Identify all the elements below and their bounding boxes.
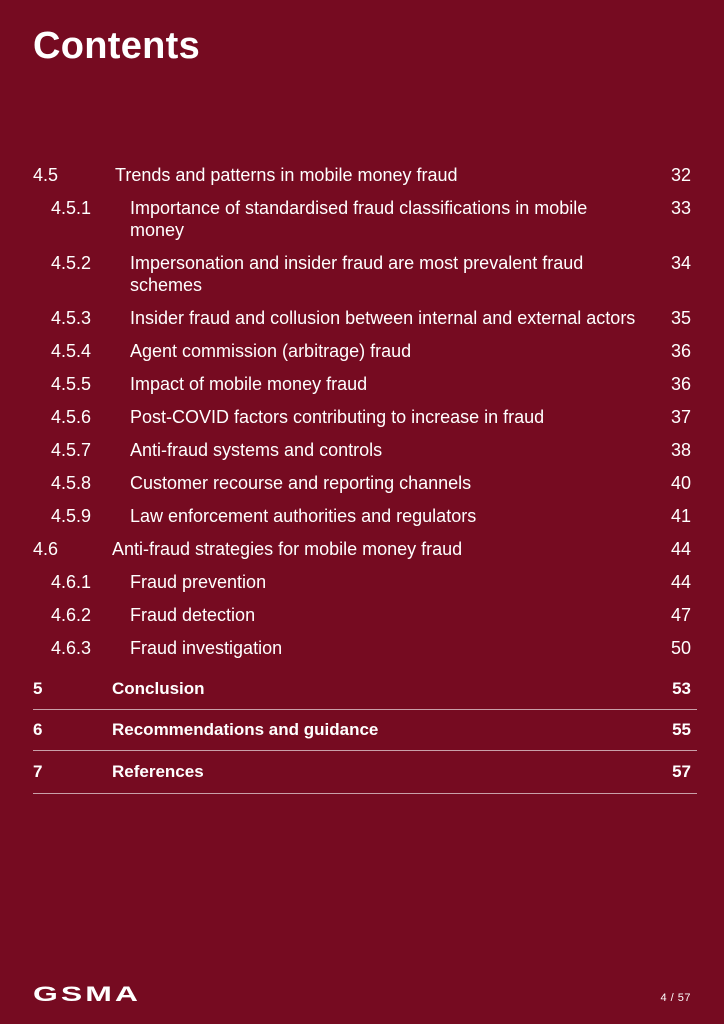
toc-entry-number: 4.6.1 xyxy=(51,572,92,592)
gsma-logo xyxy=(33,984,143,1004)
toc-entry-number: 4.5.4 xyxy=(51,341,92,361)
toc-entry-page: 47 xyxy=(670,605,691,625)
toc-entry-label: Fraud detection xyxy=(130,605,256,625)
toc-entry-label: Impact of mobile money fraud xyxy=(130,374,368,394)
table-of-contents xyxy=(33,164,697,794)
toc-entry-number: 4.5.1 xyxy=(51,198,92,218)
toc-entry-page: 32 xyxy=(670,165,691,185)
toc-entry-page: 41 xyxy=(670,506,691,526)
toc-entry-4-5[interactable] xyxy=(33,164,697,186)
toc-entry-label: Insider fraud and collusion between internal and external actors xyxy=(130,308,636,328)
toc-entry-label: Trends and patterns in mobile money fraud xyxy=(115,165,458,185)
toc-entry-4-5-5[interactable] xyxy=(33,373,697,395)
toc-entry-number: 4.5.2 xyxy=(51,253,92,273)
toc-entry-number: 6 xyxy=(33,720,43,739)
toc-entry-number: 4.5.8 xyxy=(51,473,92,493)
toc-entry-label: Post-COVID factors contributing to increase in fraud xyxy=(130,407,545,427)
toc-entry-label: Fraud investigation xyxy=(130,638,283,658)
toc-entry-7[interactable] xyxy=(33,761,697,794)
toc-entry-page: 34 xyxy=(670,253,691,273)
toc-entry-page: 55 xyxy=(672,720,691,739)
toc-entry-page: 33 xyxy=(670,198,691,218)
toc-entry-page: 50 xyxy=(670,638,691,658)
toc-entry-number: 4.5.7 xyxy=(51,440,92,460)
toc-entry-6[interactable] xyxy=(33,719,697,751)
toc-entry-4-6-3[interactable] xyxy=(33,637,697,659)
toc-entry-4-5-8[interactable] xyxy=(33,472,697,494)
toc-entry-number: 4.5.9 xyxy=(51,506,92,526)
toc-entry-label: References xyxy=(112,762,204,781)
toc-entry-number: 4.5.3 xyxy=(51,308,92,328)
toc-entry-number: 4.5.5 xyxy=(51,374,92,394)
toc-entry-4-5-3[interactable] xyxy=(33,307,697,329)
toc-entry-label: Conclusion xyxy=(112,679,205,698)
toc-entry-label: Customer recourse and reporting channels xyxy=(130,473,472,493)
toc-entry-number: 4.6 xyxy=(33,539,59,559)
toc-entry-4-6-1[interactable] xyxy=(33,571,697,593)
toc-entry-page: 53 xyxy=(672,679,691,698)
toc-entry-4-6[interactable] xyxy=(33,538,697,560)
toc-entry-page: 35 xyxy=(670,308,691,328)
toc-entry-label: Anti-fraud strategies for mobile money fraud xyxy=(112,539,463,559)
toc-entry-number: 5 xyxy=(33,679,43,698)
toc-entry-page: 36 xyxy=(670,341,691,361)
page-indicator: 4 / 57 xyxy=(660,992,691,1004)
toc-entry-4-5-7[interactable] xyxy=(33,439,697,461)
toc-entry-label: Agent commission (arbitrage) fraud xyxy=(130,341,412,361)
toc-entry-page: 44 xyxy=(670,539,691,559)
toc-entry-number: 4.5.6 xyxy=(51,407,92,427)
toc-entry-number: 4.6.2 xyxy=(51,605,92,625)
toc-entry-page: 37 xyxy=(670,407,691,427)
toc-entry-page: 44 xyxy=(670,572,691,592)
toc-entry-4-5-1[interactable] xyxy=(33,197,697,241)
toc-entry-number: 4.5 xyxy=(33,165,59,185)
toc-entry-4-5-4[interactable] xyxy=(33,340,697,362)
toc-entry-label: Law enforcement authorities and regulators xyxy=(130,506,477,526)
toc-entry-page: 36 xyxy=(670,374,691,394)
toc-entry-label: Anti-fraud systems and controls xyxy=(130,440,383,460)
toc-entry-label: Importance of standardised fraud classifications in mobile money xyxy=(130,198,588,240)
toc-entry-label: Fraud prevention xyxy=(130,572,267,592)
toc-entry-page: 38 xyxy=(670,440,691,460)
toc-entry-number: 7 xyxy=(33,762,43,781)
toc-entry-page: 57 xyxy=(672,762,691,781)
toc-entry-4-6-2[interactable] xyxy=(33,604,697,626)
toc-entry-label: Recommendations and guidance xyxy=(112,720,379,739)
toc-entry-4-5-2[interactable] xyxy=(33,252,697,296)
toc-entry-number: 4.6.3 xyxy=(51,638,92,658)
toc-entry-4-5-6[interactable] xyxy=(33,406,697,428)
gsma-logo-text: GSMA xyxy=(33,984,141,1004)
toc-entry-label: Impersonation and insider fraud are most prevalent fraud schemes xyxy=(130,253,584,295)
toc-entry-page: 40 xyxy=(670,473,691,493)
page-title: Contents xyxy=(33,25,201,67)
toc-entry-5[interactable] xyxy=(33,678,697,710)
toc-entry-4-5-9[interactable] xyxy=(33,505,697,527)
